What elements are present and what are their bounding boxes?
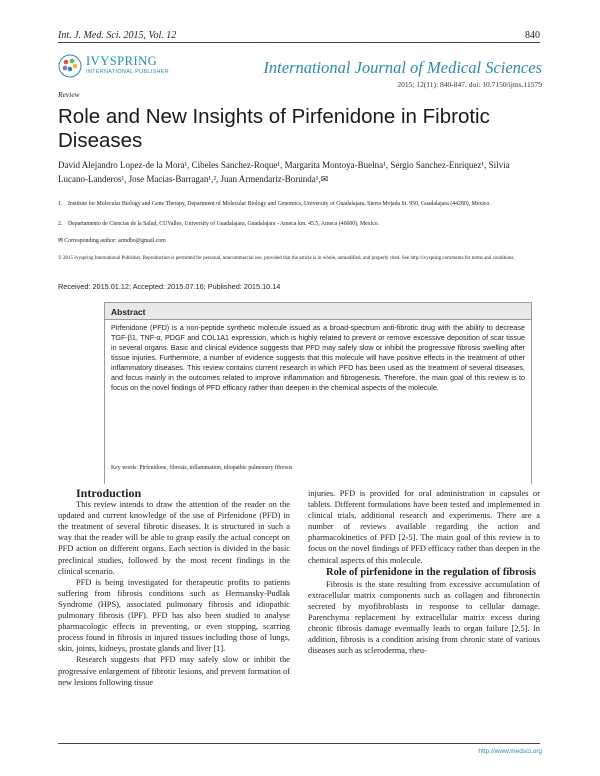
paragraph: This review intends to draw the attention of the reader on the updated and current knowledge of the use of Pirfenidone (PFD) in the treatment of several fibrotic diseases. It is structured in such a way that the reader will be able to grasp easily the actual concept on PFD action on different organs. Each section is divided in the basic preclinical studies, followed by the most recent findings in the clinical scenario.: [58, 500, 290, 576]
running-head: Int. J. Med. Sci. 2015, Vol. 12: [58, 30, 177, 41]
affiliation-text: Departamento de Ciencias de la Salud, CUValles, University of Guadalajara, Guadalajara - Ameca km. 45.5, Ameca (46600), Mexico.: [68, 221, 380, 227]
article-dates: Received: 2015.01.12; Accepted: 2015.07.16; Published: 2015.10.14: [58, 282, 281, 291]
copyright-notice: © 2015 Ivyspring International Publisher. Reproduction is permitted for personal, noncommercial use, provided that the article is in whole, unmodified, and properly cited. See http://ivyspring.com/terms for terms and conditions.: [58, 256, 515, 261]
paragraph: PFD is being investigated for therapeutic profits to patients suffering from fibrosis conditions such as Hermansky-Pudlak Syndrome (HPS), associated pulmonary fibrosis and idiopathic pulmonary fibrosis (IPF). PFD has also been studied to analyse pharmacologic effects in preventing, or even stopping, scarring process found in fibrosis in injured tissues including those of lungs, skin, joints, kidneys, prostate glands and liver [1].: [58, 577, 290, 654]
footer-link[interactable]: http://www.medsci.org: [478, 748, 542, 755]
publisher-logo: [58, 52, 208, 80]
journal-name: International Journal of Medical Sciences: [263, 58, 542, 77]
left-column: [58, 488, 290, 688]
footer-rule: [58, 743, 540, 744]
page-number: 840: [525, 30, 540, 41]
paragraph: Fibrosis is the state resulting from excessive accumulation of extracellular matrix components such as collagen and fibronectin secreted by myofibroblasts in response to cellular damage. Parenchyma replacement by extracellular matrix excess during chronic fibrosis damage eventually leads to organ failure [2,5]. In addition, fibrosis is a condition arising from chronic state of various diseases such as scleroderma, rheu-: [308, 579, 540, 656]
abstract-box: [104, 302, 532, 484]
citation-line: 2015; 12(11): 840-847. doi: 10.7150/ijms.11579: [397, 80, 542, 89]
corresponding-author: ✉ Corresponding author: armdbo@gmail.com: [58, 238, 166, 244]
header-rule: [58, 42, 540, 43]
affiliation-number: 2.: [58, 221, 63, 227]
affiliation-text: Institute for Molecular Biology and Gene Therapy, Department of Molecular Biology and Genomics, University of Guadalajara, Sierra Mojada St. 950, Guadalajara (44280), Mexico.: [68, 201, 491, 207]
paragraph: Research suggests that PFD may safely slow or inhibit the progressive enlargement of fibrotic lesions, and prevent formation of new lesions following tissue: [58, 655, 290, 687]
keywords: Key words: Pirfenidone, fibrosis, inflammation, idiopathic pulmonary fibrosis: [111, 465, 293, 471]
abstract-body: [105, 319, 531, 484]
affiliation-1: [58, 200, 540, 209]
publisher-name: IVYSPRING: [86, 54, 158, 68]
abstract-text: Pirfenidone (PFD) is a non-peptide synthetic molecule issued as a broad-spectrum anti-fibrotic drug with the ability to decrease TGF-β1, TNF-α, PDGF and COL1A1 expression, which is highly related to prevent or remove excessive deposition of scar tissue in several organs. Basic and clinical evidence suggests that PFD may safely slow or inhibit the progressive fibrosis swelling after tissue injuries. Furthermore, a number of evidence suggests that this molecule will have positive effects in the treatment of other inflammatory diseases. This review contains current research in which PFD has been used as the treatment of several diseases, and focus mainly in the outcomes related to improve inflammation and fibrogenesis. Therefore, the main goal of this review is to focus on the novel findings of PFD efficacy rather than deepen in the chemical aspects of the molecule.: [111, 323, 525, 392]
right-column: [308, 488, 540, 656]
affiliation-2: [58, 220, 540, 229]
publisher-subtitle: INTERNATIONAL PUBLISHER: [86, 69, 169, 75]
ivyspring-logo-icon: [58, 54, 82, 78]
section-heading: Role of pirfenidone in the regulation of fibrosis: [326, 566, 536, 578]
section-type: Review: [58, 90, 80, 99]
affiliation-number: 1.: [58, 201, 63, 207]
introduction-heading: Introduction: [76, 486, 142, 500]
paragraph: injuries. PFD is provided for oral administration in capsules or tablets. Different formulations have been tested and implemented in clinical trials, additional research and experiments. There are a number of reviews available regarding the action and pharmacokinetics of PFD [2-5]. The main goal of this review is to focus on the novel findings of PFD efficacy rather than deepen in the chemical aspects of this molecule.: [308, 489, 540, 565]
abstract-heading: Abstract: [111, 307, 146, 317]
author-list: David Alejandro Lopez-de la Mora¹, Cibeles Sanchez-Roque¹, Margarita Montoya-Buelna¹, Sergio Sanchez-Enriquez¹, Silvia Lucano-Landeros¹, Jose Macias-Barragan¹,², Juan Armendariz-Borunda¹,✉: [58, 160, 510, 184]
article-title: Role and New Insights of Pirfenidone in Fibrotic Diseases: [58, 105, 490, 152]
